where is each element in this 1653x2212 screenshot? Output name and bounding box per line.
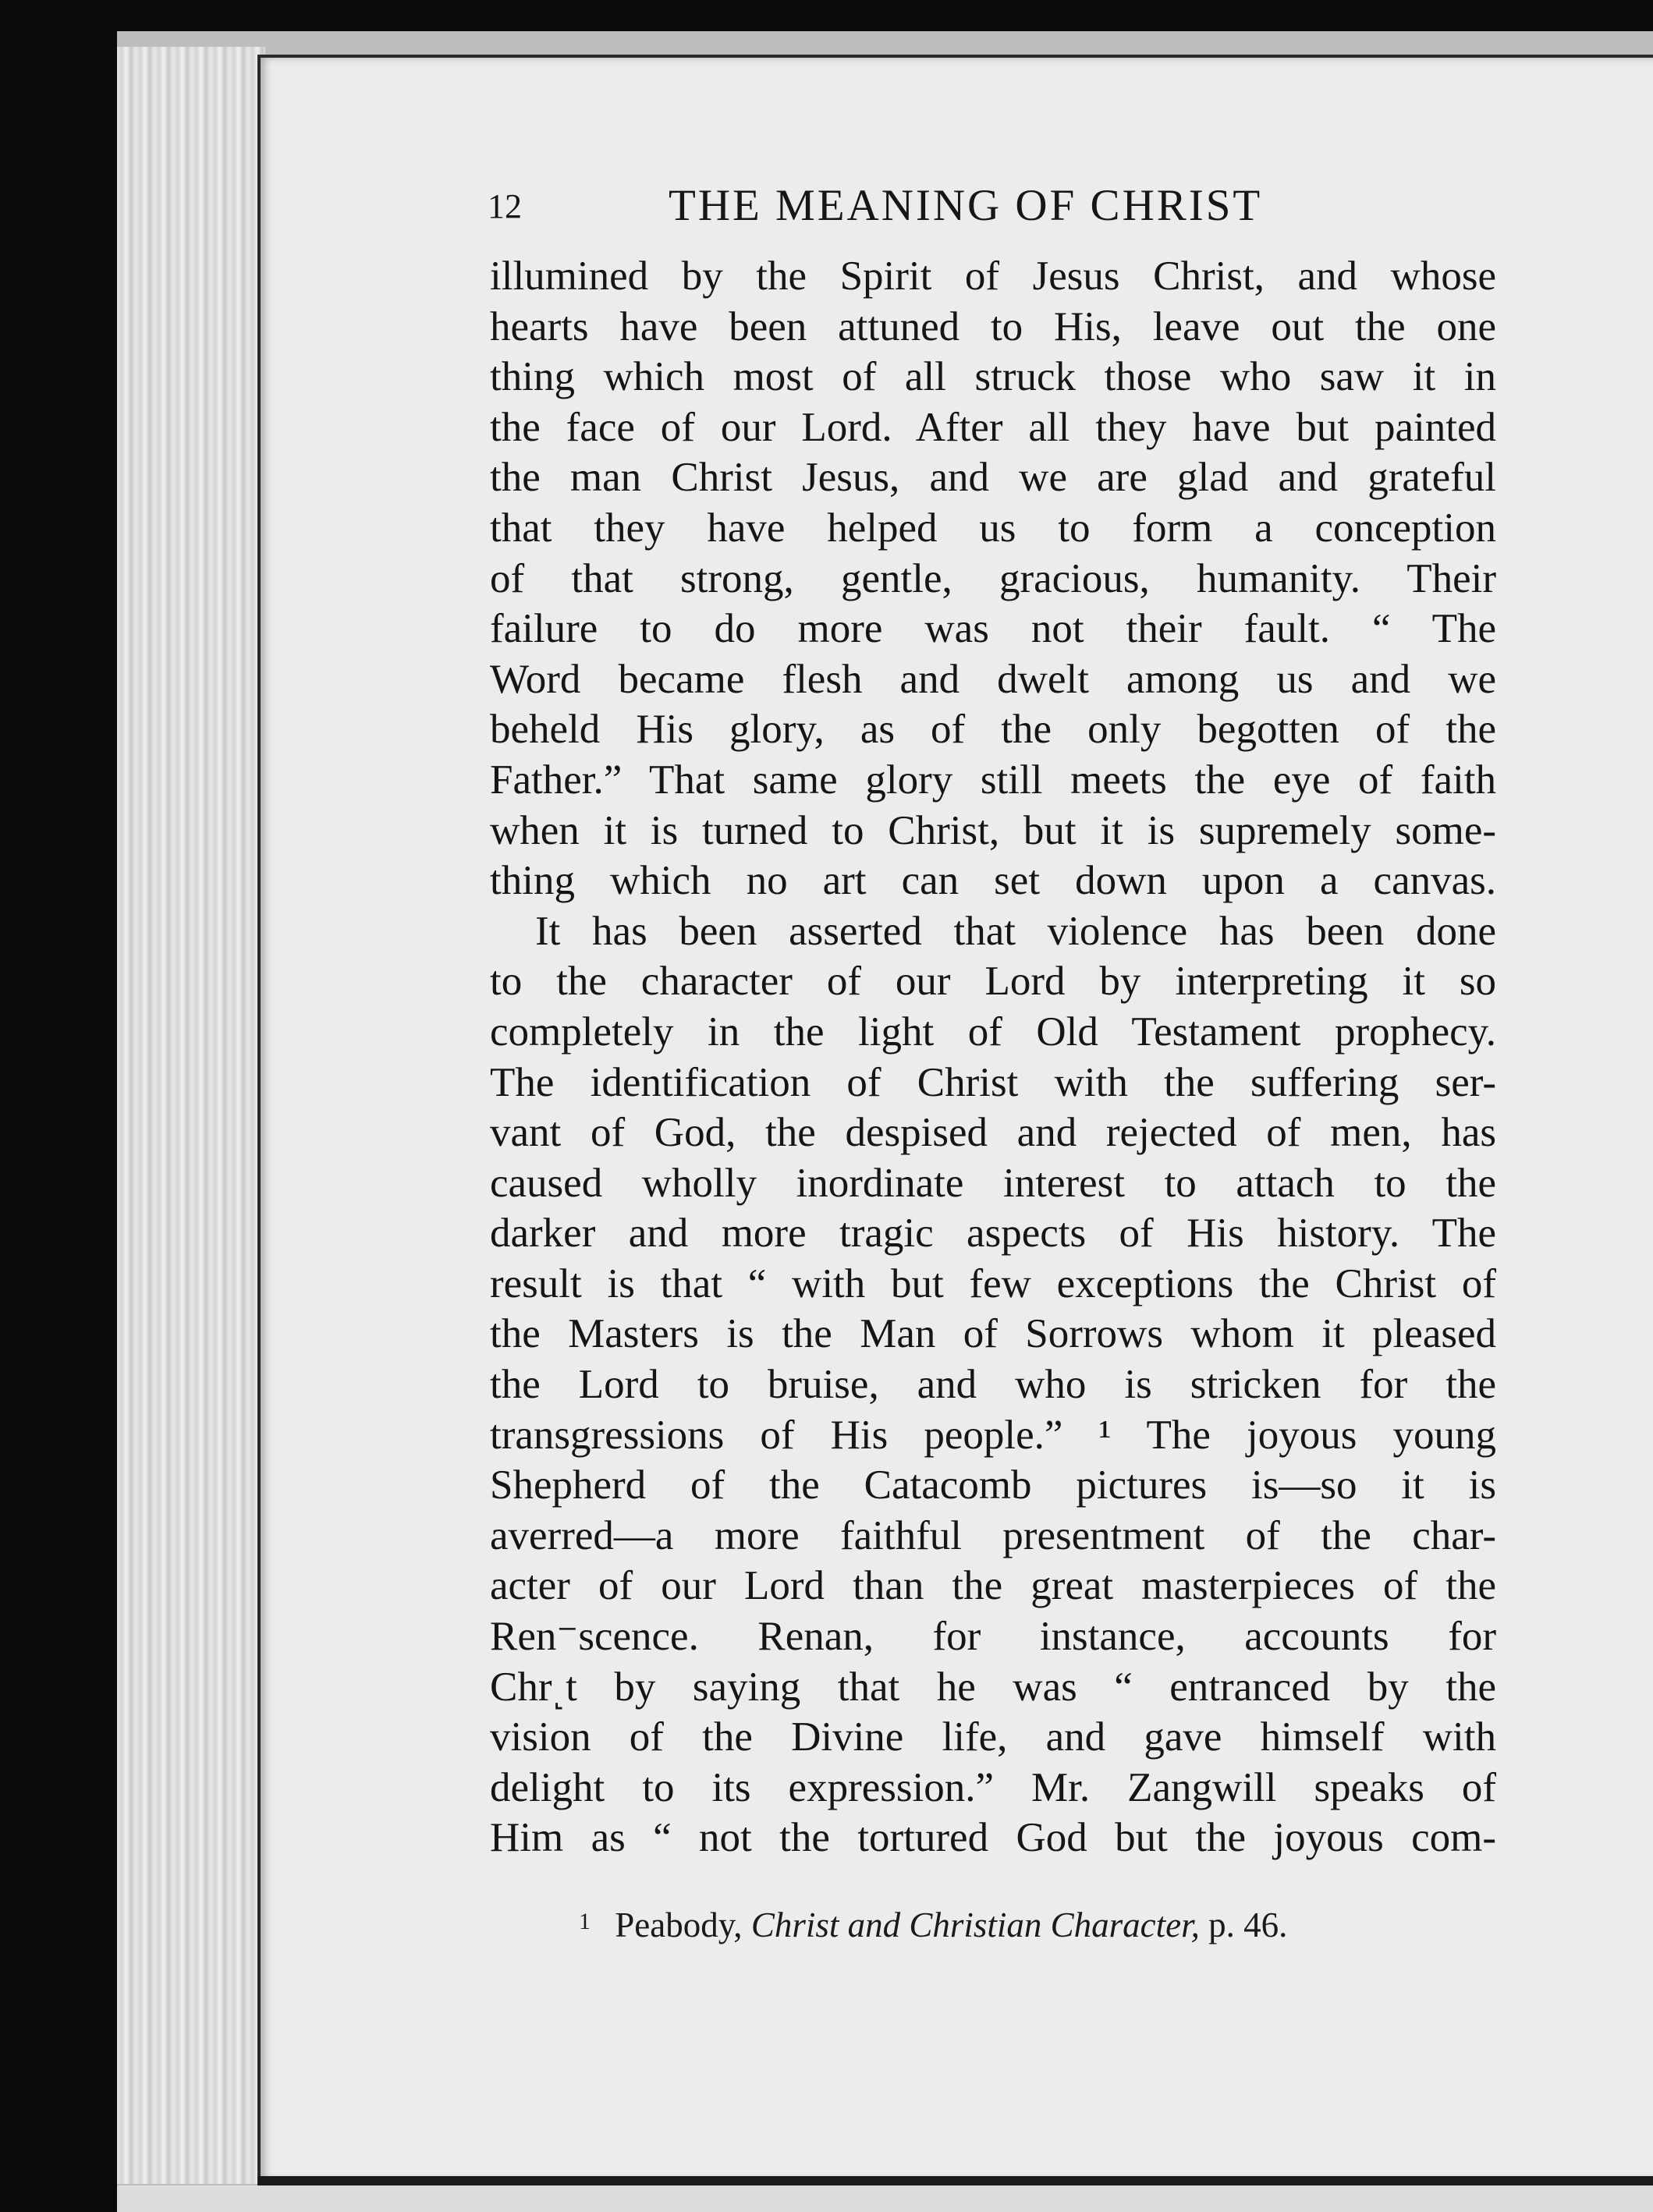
text-line: vant of God, the despised and rejected of men, has xyxy=(490,1110,1496,1156)
footnote-mark: 1 xyxy=(579,1909,591,1934)
text-line: to the character of our Lord by interpreting it so xyxy=(490,959,1496,1005)
text-line: the Masters is the Man of Sorrows whom it pleased xyxy=(490,1311,1496,1357)
text-line: thing which most of all struck those who saw it in xyxy=(490,354,1496,400)
footnote xyxy=(579,1905,1287,1945)
text-line: completely in the light of Old Testament prophecy. xyxy=(490,1009,1496,1055)
page-edges xyxy=(117,47,265,2184)
text-line: the Lord to bruise, and who is stricken for the xyxy=(490,1362,1496,1408)
running-title: THE MEANING OF CHRIST xyxy=(669,181,1263,230)
paragraph-start-line: It has been asserted that violence has been done xyxy=(535,908,1496,954)
footnote-title: Christ and Christian Character, xyxy=(750,1905,1200,1944)
text-line: the face of our Lord. After all they have but painted xyxy=(490,404,1496,450)
text-line: result is that “ with but few exceptions the Christ of xyxy=(490,1260,1496,1306)
text-line: failure to do more was not their fault. “ The xyxy=(490,606,1496,652)
text-line: of that strong, gentle, gracious, humanity. Their xyxy=(490,555,1496,601)
text-line: Chr˻t by saying that he was “ entranced by the xyxy=(490,1664,1496,1710)
text-line: that they have helped us to form a conception xyxy=(490,505,1496,551)
page-header xyxy=(488,175,1322,230)
text-line: the man Christ Jesus, and we are glad and grateful xyxy=(490,455,1496,501)
footnote-author: Peabody, xyxy=(615,1905,743,1944)
text-line: when it is turned to Christ, but it is supremely some- xyxy=(490,807,1496,853)
text-line: illumined by the Spirit of Jesus Christ, and whose xyxy=(490,253,1496,299)
footnote-page: p. 46. xyxy=(1208,1905,1288,1944)
text-line: averred—a more faithful presentment of the char- xyxy=(490,1512,1496,1558)
text-line: The identification of Christ with the suffering ser- xyxy=(490,1059,1496,1105)
text-line: transgressions of His people.” ¹ The joyous young xyxy=(490,1412,1496,1458)
text-line: thing which no art can set down upon a canvas. xyxy=(490,858,1496,904)
text-line: delight to its expression.” Mr. Zangwill speaks of xyxy=(490,1764,1496,1810)
text-line: acter of our Lord than the great masterpieces of the xyxy=(490,1563,1496,1609)
page-bottom-strip xyxy=(117,2185,1653,2212)
text-line: hearts have been attuned to His, leave out the one xyxy=(490,303,1496,349)
text-line: Him as “ not the tortured God but the joyous com- xyxy=(490,1815,1496,1861)
page-bottom-edge xyxy=(257,2176,1653,2185)
text-line: Father.” That same glory still meets the eye of faith xyxy=(490,757,1496,803)
text-line: darker and more tragic aspects of His history. The xyxy=(490,1211,1496,1257)
text-line: Ren⁻scence. Renan, for instance, accounts for xyxy=(490,1614,1496,1660)
text-line: Word became flesh and dwelt among us and we xyxy=(490,656,1496,702)
text-line: Shepherd of the Catacomb pictures is—so it is xyxy=(490,1462,1496,1508)
body-text xyxy=(490,251,1496,1863)
text-line: beheld His glory, as of the only begotten of the xyxy=(490,707,1496,753)
text-line: caused wholly inordinate interest to attach to the xyxy=(490,1160,1496,1206)
text-line: vision of the Divine life, and gave himself with xyxy=(490,1714,1496,1760)
page-number: 12 xyxy=(488,187,522,225)
